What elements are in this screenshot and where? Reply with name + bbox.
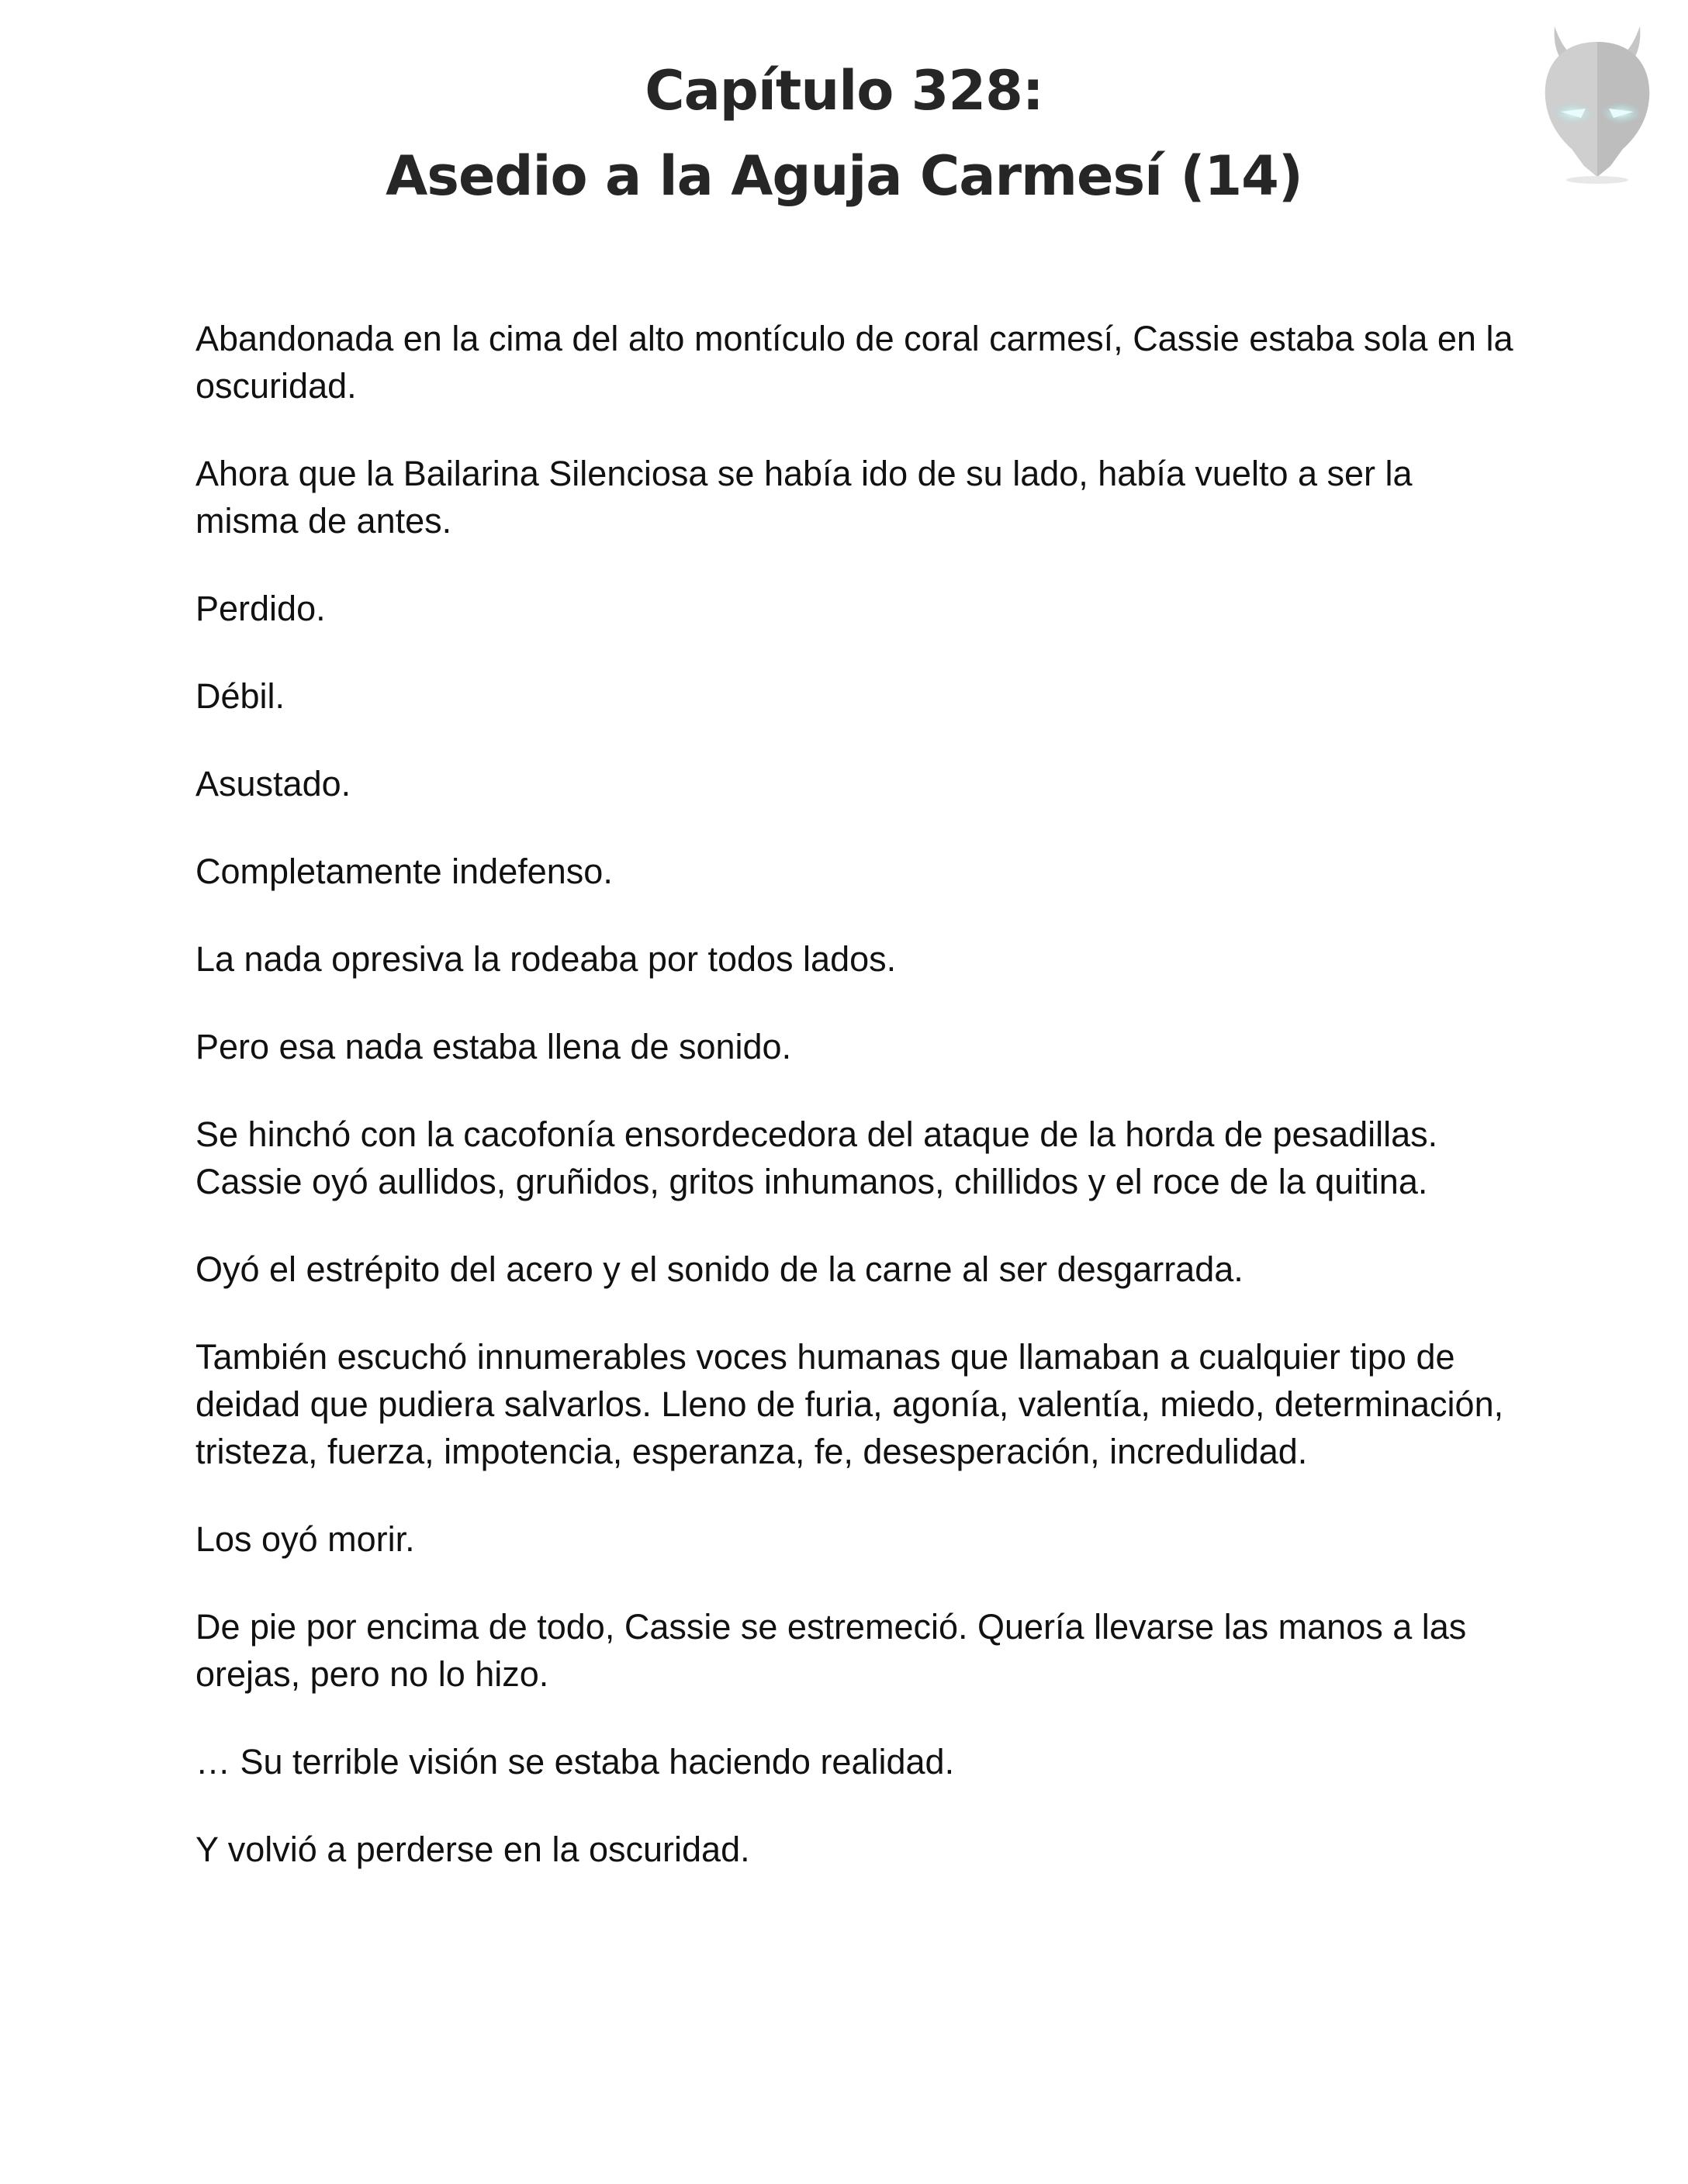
paragraph: La nada opresiva la rodeaba por todos lados. <box>195 939 897 979</box>
chapter-title-line-2: Asedio a la Aguja Carmesí (14) <box>386 144 1302 208</box>
demon-head-logo-icon <box>1524 11 1671 185</box>
paragraph: Perdido. <box>195 589 326 628</box>
paragraph: Débil. <box>195 676 285 716</box>
paragraph: De pie por encima de todo, Cassie se estremeció. Quería llevarse las manos a las orejas, pero no lo hizo. <box>195 1607 1467 1694</box>
paragraph: Oyó el estrépito del acero y el sonido de la carne al ser desgarrada. <box>195 1249 1244 1289</box>
paragraph: Abandonada en la cima del alto montículo de coral carmesí, Cassie estaba sola en la oscuridad. <box>195 319 1513 406</box>
paragraph: Completamente indefenso. <box>195 852 613 891</box>
paragraph: También escuchó innumerables voces humanas que llamaban a cualquier tipo de deidad que pudiera salvarlos. Lleno de furia, agonía, valentía, miedo, determinación, tristeza, fuerza, impotencia, esperanza, fe, desesperación, incredulidad. <box>195 1337 1504 1471</box>
chapter-title <box>0 48 1688 219</box>
chapter-title-line-1: Capítulo 328: <box>645 59 1043 123</box>
paragraph: Asustado. <box>195 764 351 803</box>
paragraph: Y volvió a perderse en la oscuridad. <box>195 1830 750 1869</box>
paragraph: Pero esa nada estaba llena de sonido. <box>195 1027 792 1066</box>
chapter-body <box>195 315 1514 1913</box>
paragraph: Los oyó morir. <box>195 1519 415 1559</box>
paragraph: … Su terrible visión se estaba haciendo realidad. <box>195 1742 955 1781</box>
paragraph: Se hinchó con la cacofonía ensordecedora del ataque de la horda de pesadillas. Cassie oyó aullidos, gruñidos, gritos inhumanos, chillidos y el roce de la quitina. <box>195 1114 1438 1201</box>
paragraph: Ahora que la Bailarina Silenciosa se había ido de su lado, había vuelto a ser la misma de antes. <box>195 454 1413 541</box>
